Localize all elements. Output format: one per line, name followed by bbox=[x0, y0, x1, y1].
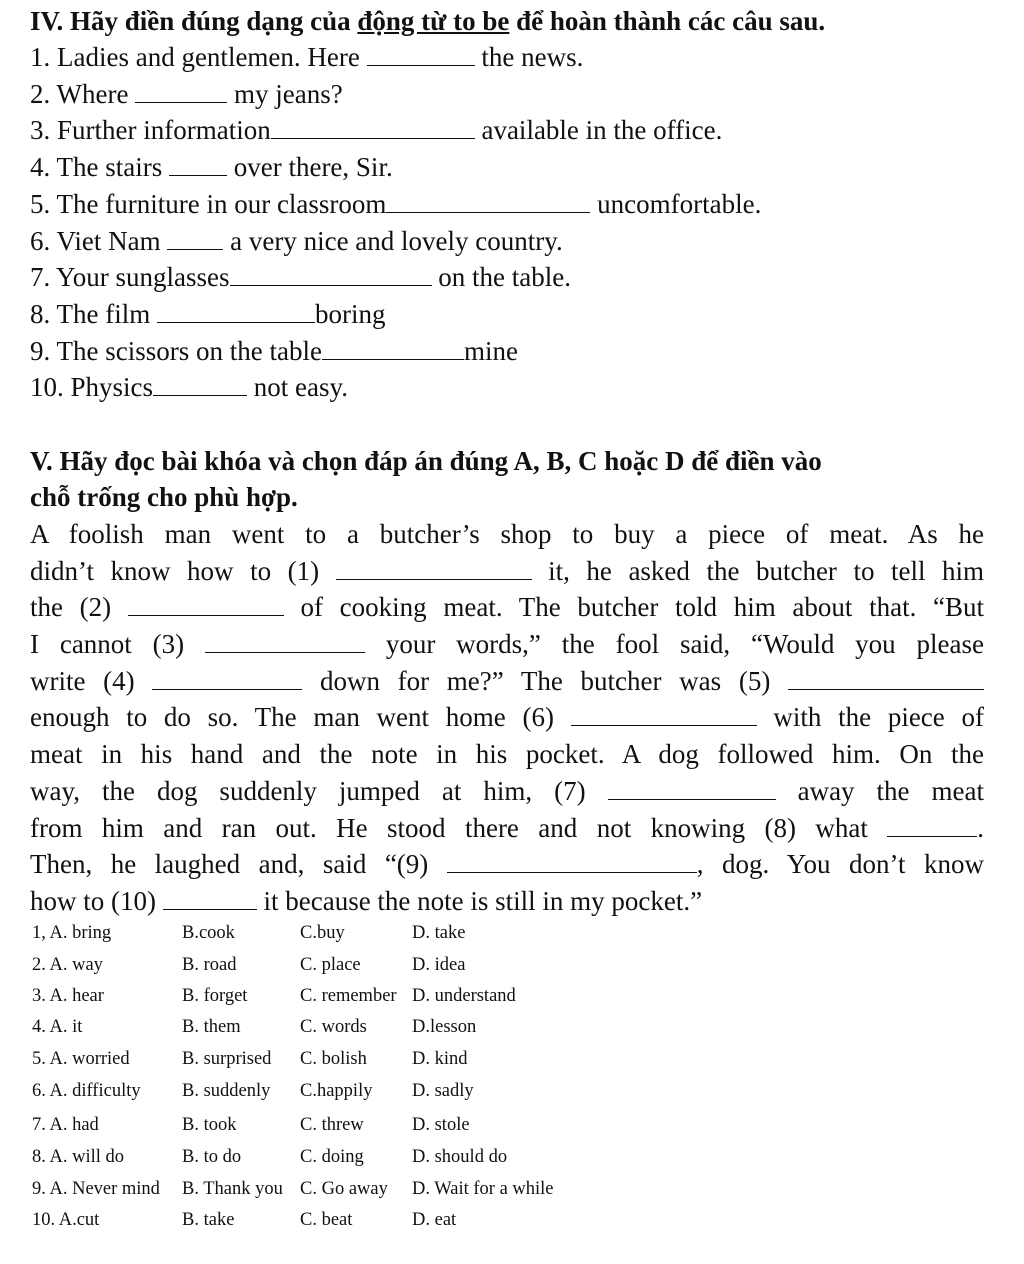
option-c[interactable]: C. words bbox=[300, 1017, 367, 1037]
section-4-title-start: IV. Hãy điền đúng dạng của bbox=[30, 6, 358, 36]
option-a[interactable]: 6. A. difficulty bbox=[32, 1081, 141, 1101]
option-d[interactable]: D. idea bbox=[412, 955, 466, 975]
passage-line bbox=[30, 810, 984, 847]
answer-blank[interactable] bbox=[153, 373, 247, 396]
option-a[interactable]: 3. A. hear bbox=[32, 986, 104, 1006]
passage-text: the (2) bbox=[30, 592, 128, 623]
passage-text: enough to do so. The man went home (6) bbox=[30, 702, 571, 733]
question-text: 1. Ladies and gentlemen. Here bbox=[30, 42, 367, 72]
answer-blank[interactable] bbox=[367, 43, 475, 66]
passage-line bbox=[30, 883, 984, 920]
answer-blank[interactable] bbox=[322, 337, 464, 360]
option-b[interactable]: B. road bbox=[182, 955, 237, 975]
section-4-title bbox=[30, 4, 825, 38]
option-a[interactable]: 4. A. it bbox=[32, 1017, 83, 1037]
question-item bbox=[30, 40, 583, 74]
option-b[interactable]: B. suddenly bbox=[182, 1081, 271, 1101]
passage-line bbox=[30, 773, 984, 810]
passage-line bbox=[30, 553, 984, 590]
question-text: mine bbox=[463, 336, 518, 366]
question-item bbox=[30, 370, 348, 404]
answer-blank[interactable] bbox=[788, 667, 984, 690]
passage-text: it, he asked the butcher to tell him bbox=[531, 555, 984, 586]
option-b[interactable]: B. take bbox=[182, 1210, 235, 1230]
option-d[interactable]: D. understand bbox=[412, 986, 516, 1006]
passage-line bbox=[30, 736, 984, 773]
passage-text: of cooking meat. The butcher told him about that. “But bbox=[283, 592, 984, 623]
answer-blank[interactable] bbox=[135, 80, 227, 103]
answer-blank[interactable] bbox=[230, 263, 432, 286]
option-b[interactable]: B. surprised bbox=[182, 1049, 272, 1069]
option-a[interactable]: 7. A. had bbox=[32, 1115, 99, 1135]
passage-line bbox=[30, 663, 984, 700]
section-5-title-line-2: chỗ trống cho phù hợp. bbox=[30, 482, 298, 512]
passage-text: it because the note is still in my pocket.” bbox=[256, 885, 703, 916]
option-a[interactable]: 5. A. worried bbox=[32, 1049, 130, 1069]
option-d[interactable]: D. stole bbox=[412, 1115, 470, 1135]
question-text: not easy. bbox=[247, 372, 349, 402]
question-text: available in the office. bbox=[474, 115, 723, 145]
question-text: 6. Viet Nam bbox=[30, 226, 168, 256]
question-text: 4. The stairs bbox=[30, 152, 169, 182]
answer-blank[interactable] bbox=[571, 703, 757, 726]
passage-text: with the piece of bbox=[756, 702, 984, 733]
option-c[interactable]: C. doing bbox=[300, 1147, 364, 1167]
option-d[interactable]: D. kind bbox=[412, 1049, 468, 1069]
option-d[interactable]: D.lesson bbox=[412, 1017, 477, 1037]
answer-blank[interactable] bbox=[205, 630, 365, 653]
answer-blank[interactable] bbox=[169, 153, 227, 176]
option-d[interactable]: D. Wait for a while bbox=[412, 1179, 554, 1199]
question-text: uncomfortable. bbox=[590, 189, 762, 219]
answer-blank[interactable] bbox=[157, 300, 315, 323]
answer-blank[interactable] bbox=[887, 814, 977, 837]
passage-text: didn’t know how to (1) bbox=[30, 555, 336, 586]
passage-text: write (4) bbox=[30, 665, 153, 696]
question-text: the news. bbox=[474, 42, 584, 72]
answer-blank[interactable] bbox=[447, 850, 697, 873]
question-item bbox=[30, 113, 722, 147]
answer-blank[interactable] bbox=[128, 593, 284, 616]
passage-line bbox=[30, 846, 984, 883]
section-5-title-line-1: V. Hãy đọc bài khóa và chọn đáp án đúng A, B, C hoặc D để điền vào bbox=[30, 446, 822, 476]
option-d[interactable]: D. take bbox=[412, 923, 466, 943]
option-c[interactable]: C. Go away bbox=[300, 1179, 388, 1199]
question-text: 7. Your sunglasses bbox=[30, 262, 230, 292]
answer-blank[interactable] bbox=[163, 887, 257, 910]
option-b[interactable]: B. them bbox=[182, 1017, 241, 1037]
passage-text: way, the dog suddenly jumped at him, (7) bbox=[30, 775, 608, 806]
reading-passage bbox=[30, 516, 984, 920]
question-text: 10. Physics bbox=[30, 372, 154, 402]
question-item bbox=[30, 224, 563, 258]
option-b[interactable]: B.cook bbox=[182, 923, 235, 943]
question-text: 3. Further information bbox=[30, 115, 271, 145]
option-b[interactable]: B. forget bbox=[182, 986, 248, 1006]
option-d[interactable]: D. eat bbox=[412, 1210, 457, 1230]
question-item bbox=[30, 187, 761, 221]
option-b[interactable]: B. Thank you bbox=[182, 1179, 283, 1199]
option-b[interactable]: B. took bbox=[182, 1115, 237, 1135]
answer-blank[interactable] bbox=[271, 116, 475, 139]
question-item bbox=[30, 77, 343, 111]
passage-text: A foolish man went to a butcher’s shop to buy a piece of meat. As he bbox=[30, 519, 984, 549]
option-a[interactable]: 8. A. will do bbox=[32, 1147, 124, 1167]
option-b[interactable]: B. to do bbox=[182, 1147, 242, 1167]
option-c[interactable]: C. threw bbox=[300, 1115, 364, 1135]
option-c[interactable]: C. beat bbox=[300, 1210, 353, 1230]
passage-text: meat in his hand and the note in his pocket. A dog followed him. On the bbox=[30, 739, 984, 770]
answer-blank[interactable] bbox=[336, 557, 532, 580]
section-4-title-end: để hoàn thành các câu sau. bbox=[509, 6, 826, 36]
question-text: on the table. bbox=[431, 262, 572, 292]
question-text: 2. Where bbox=[30, 79, 136, 109]
option-a[interactable]: 9. A. Never mind bbox=[32, 1179, 160, 1199]
question-item bbox=[30, 150, 393, 184]
passage-text: Then, he laughed and, said “(9) bbox=[30, 849, 447, 880]
passage-line bbox=[30, 516, 984, 553]
passage-line bbox=[30, 699, 984, 736]
option-c[interactable]: C. bolish bbox=[300, 1049, 367, 1069]
section-4-title-underlined: động từ to be bbox=[357, 6, 510, 36]
answer-blank[interactable] bbox=[386, 190, 590, 213]
passage-text: , dog. You don’t know bbox=[696, 849, 984, 880]
question-text: boring bbox=[314, 299, 386, 329]
option-a[interactable]: 1, A. bring bbox=[32, 923, 112, 943]
passage-line bbox=[30, 626, 984, 663]
question-text: my jeans? bbox=[227, 79, 343, 109]
option-a[interactable]: 2. A. way bbox=[32, 955, 103, 975]
option-d[interactable]: D. sadly bbox=[412, 1081, 474, 1101]
option-c[interactable]: C. remember bbox=[300, 986, 397, 1006]
passage-text: down for me?” The butcher was (5) bbox=[302, 665, 788, 696]
passage-text: . bbox=[977, 812, 984, 843]
question-item bbox=[30, 260, 571, 294]
option-c[interactable]: C.buy bbox=[300, 923, 345, 943]
passage-text: from him and ran out. He stood there and not knowing (8) what bbox=[30, 812, 888, 843]
option-c[interactable]: C.happily bbox=[300, 1081, 373, 1101]
question-text: 5. The furniture in our classroom bbox=[30, 189, 387, 219]
question-text: over there, Sir. bbox=[226, 152, 393, 182]
option-c[interactable]: C. place bbox=[300, 955, 361, 975]
answer-blank[interactable] bbox=[167, 227, 223, 250]
option-a[interactable]: 10. A.cut bbox=[32, 1210, 100, 1230]
passage-text: your words,” the fool said, “Would you please bbox=[365, 629, 984, 660]
answer-blank[interactable] bbox=[152, 667, 302, 690]
option-d[interactable]: D. should do bbox=[412, 1147, 508, 1167]
question-item bbox=[30, 334, 518, 368]
answer-blank[interactable] bbox=[608, 777, 776, 800]
question-text: 8. The film bbox=[30, 299, 157, 329]
passage-text: I cannot (3) bbox=[30, 629, 205, 660]
question-item bbox=[30, 297, 385, 331]
question-text: a very nice and lovely country. bbox=[223, 226, 563, 256]
question-text: 9. The scissors on the table bbox=[30, 336, 322, 366]
passage-text: how to (10) bbox=[30, 885, 163, 916]
passage-line bbox=[30, 589, 984, 626]
passage-text: away the meat bbox=[775, 775, 984, 806]
